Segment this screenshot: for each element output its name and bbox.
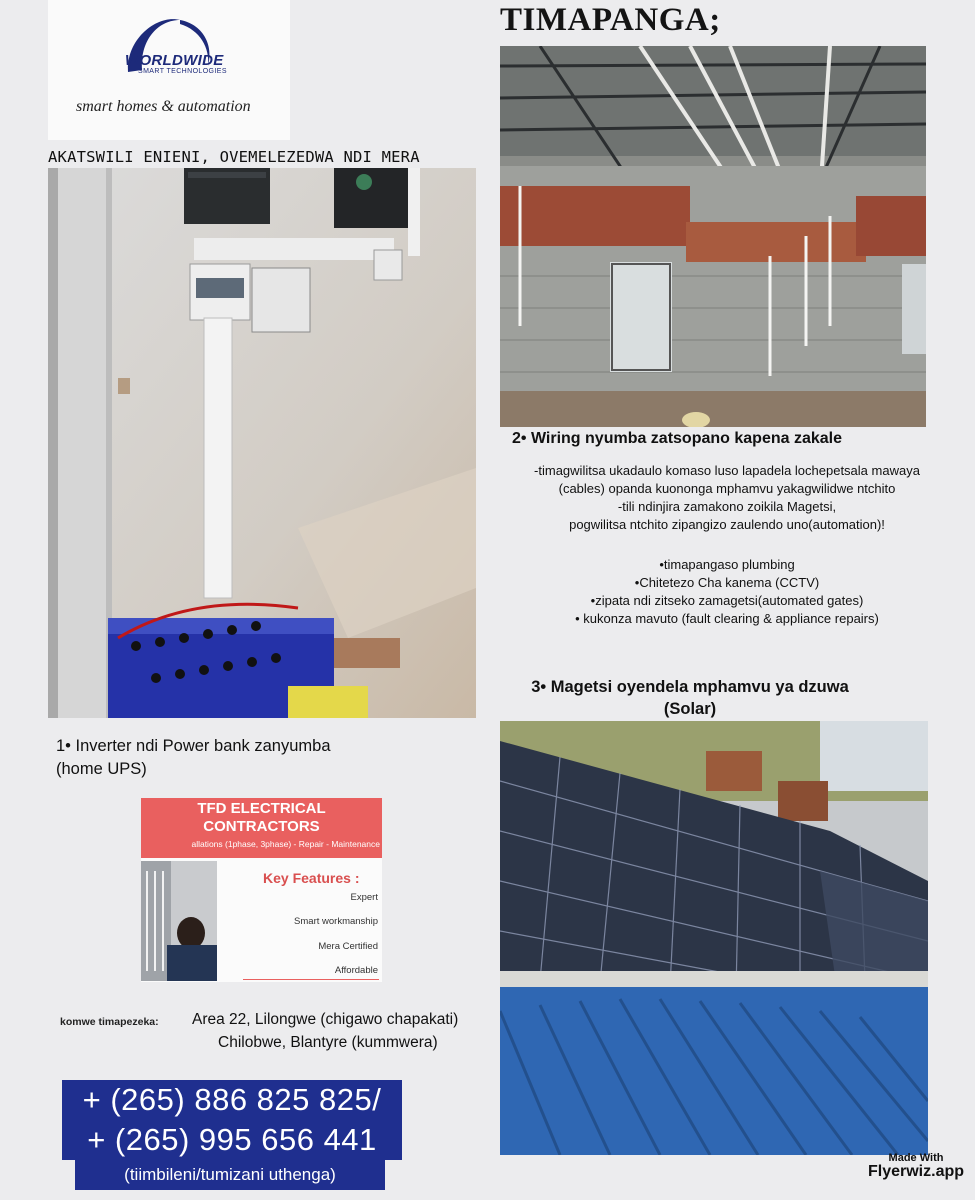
tfd-card xyxy=(141,798,382,982)
logo-subtitle: SMART TECHNOLOGIES xyxy=(138,68,227,75)
tfd-feature: Smart workmanship xyxy=(294,916,378,927)
logo-tagline: smart homes & automation xyxy=(76,98,251,115)
wiring-title: 2• Wiring nyumba zatsopano kapena zakale xyxy=(512,430,842,447)
inverter-title xyxy=(56,735,396,781)
inverter-title-line: (home UPS) xyxy=(56,760,147,778)
location-label: komwe timapezeka: xyxy=(60,1016,159,1028)
badge-brand: Flyerwiz.app xyxy=(867,1163,965,1180)
logo-swoosh-icon xyxy=(118,10,228,88)
wiring-line: (cables) opanda kuononga mphamvu yakagwilidwe ntchito xyxy=(558,481,896,496)
tfd-name-line: TFD ELECTRICAL xyxy=(197,800,326,817)
service-item: •Chitetezo Cha kanema (CCTV) xyxy=(634,575,820,590)
solar-title xyxy=(500,676,880,720)
inverter-title-line: 1• Inverter ndi Power bank zanyumba xyxy=(56,737,331,755)
service-item: •timapangaso plumbing xyxy=(659,557,795,572)
page-title: TIMAPANGA; xyxy=(500,2,721,38)
solar-photo xyxy=(500,721,928,1155)
wiring-photo xyxy=(500,46,926,427)
tfd-name-line: CONTRACTORS xyxy=(203,818,320,835)
contact-note: (tiimbileni/tumizani uthenga) xyxy=(75,1160,385,1190)
photo1-caption: AKATSWILI ENIENI, OVEMELEZEDWA NDI MERA xyxy=(48,148,420,166)
flyerwiz-badge[interactable] xyxy=(866,1152,966,1192)
tfd-feature: Mera Certified xyxy=(318,941,378,952)
wiring-line: pogwilitsa ntchito zipangizo zaulendo uno(automation)! xyxy=(569,517,885,532)
tfd-divider xyxy=(243,979,379,980)
phone-band xyxy=(62,1080,402,1160)
inverter-photo xyxy=(48,168,476,718)
phone-number[interactable]: + (265) 886 825 825/ xyxy=(82,1082,382,1117)
solar-title-line: (Solar) xyxy=(663,700,717,718)
badge-made-with: Made With xyxy=(888,1152,944,1164)
location-line: Chilobwe, Blantyre (kummwera) xyxy=(218,1034,438,1051)
wiring-description xyxy=(486,462,968,534)
location-line: Area 22, Lilongwe (chigawo chapakati) xyxy=(192,1011,459,1028)
tfd-electrician-photo xyxy=(141,861,217,981)
tfd-feature: Expert xyxy=(350,892,378,903)
tfd-feature: Affordable xyxy=(334,965,378,976)
solar-title-line: 3• Magetsi oyendela mphamvu ya dzuwa xyxy=(531,678,849,696)
wiring-line: -timagwilitsa ukadaulo komaso luso lapadela lochepetsala mawaya xyxy=(534,463,920,478)
tfd-key-features-title: Key Features : xyxy=(263,870,360,886)
phone-number[interactable]: + (265) 995 656 441 xyxy=(87,1122,377,1157)
logo-name: WORLDWIDE xyxy=(125,52,224,69)
tfd-name xyxy=(141,800,382,836)
services-list xyxy=(486,556,968,628)
wiring-line: -tili ndinjira zamakono zoikila Magetsi, xyxy=(617,499,837,514)
service-item: •zipata ndi zitseko zamagetsi(automated gates) xyxy=(590,593,864,608)
tfd-services: allations (1phase, 3phase) - Repair - Maintenance xyxy=(191,839,380,849)
service-item: • kukonza mavuto (fault clearing & appliance repairs) xyxy=(575,611,879,626)
